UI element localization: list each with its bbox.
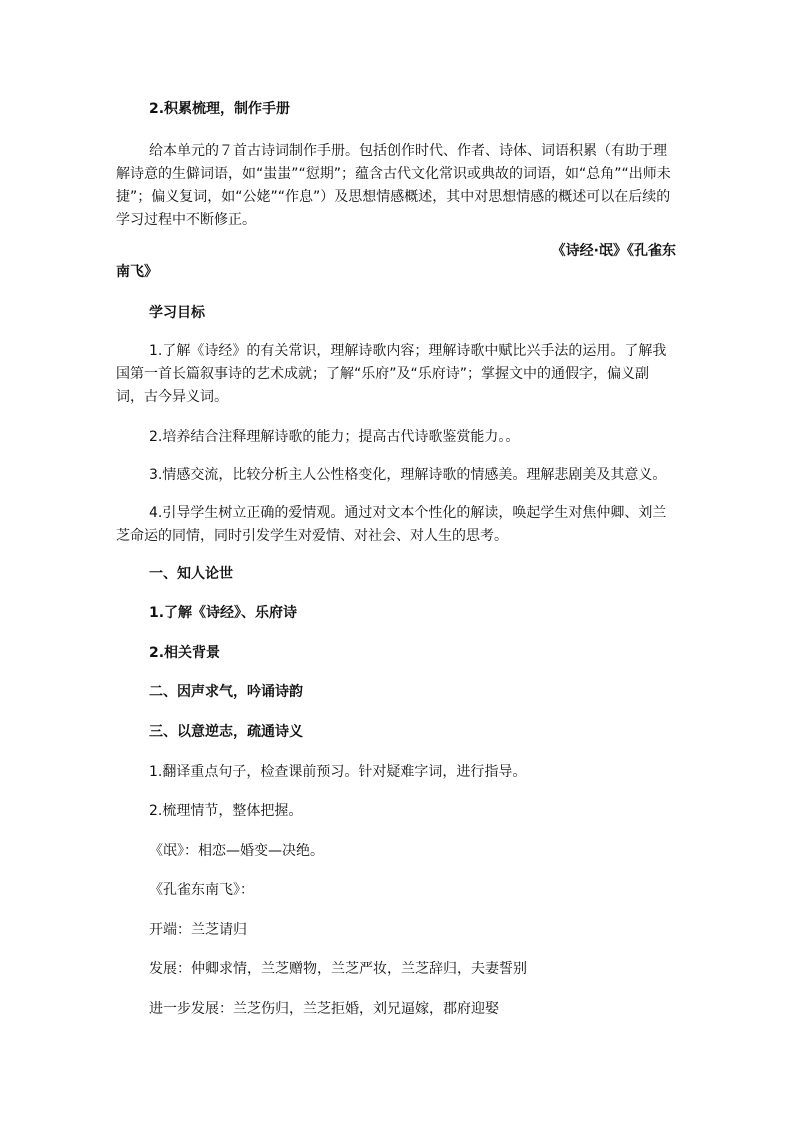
outline-part1-2: 2.相关背景 [149, 645, 221, 661]
objective-item-4: 4.引导学生树立正确的爱情观。通过对文本个性化的解读，唤起学生对焦仲卿、刘兰芝命运的同情，同时引发学生对爱情、对社会、对人生的思考。 [116, 505, 667, 544]
outline-part1: 一、知人论世 [149, 566, 233, 582]
outline-part1-1: 1.了解《诗经》、乐府诗 [149, 605, 298, 621]
objectives-heading: 学习目标 [149, 305, 205, 321]
plot-mang: 《氓》：相恋—婚变—决绝。 [149, 843, 324, 859]
lesson-title-part2: 南飞》 [116, 264, 158, 280]
plot-jinyibu: 进一步发展：兰芝伤归，兰芝拒婚，刘兄逼嫁，郡府迎娶 [149, 1001, 499, 1017]
plot-kaiduan: 开端：兰芝请归 [149, 922, 247, 938]
lesson-title-part1: 《诗经·氓》《孔雀东 [551, 243, 676, 259]
outline-part2: 二、因声求气，吟诵诗韵 [149, 684, 303, 700]
outline-part3-2: 2.梳理情节，整体把握。 [149, 803, 303, 819]
outline-part3-1: 1.翻译重点句子，检查课前预习。针对疑难字词，进行指导。 [149, 764, 527, 780]
outline-part3: 三、以意逆志，疏通诗义 [149, 724, 303, 740]
plot-kongque-title: 《孔雀东南飞》： [149, 882, 254, 898]
section-paragraph: 给本单元的７首古诗词制作手册。包括创作时代、作者、诗体、词语积累（有助于理解诗意的生僻词语，如“蚩蚩”“愆期”；蕴含古代文化常识或典故的词语，如“总角”“出师未捷”；偏义复词，如“公姥”“作息”）及思想情感概述，其中对思想情感的概述可以在后续的学习过程中不断修正。 [116, 143, 671, 228]
objective-item-3: 3.情感交流，比较分析主人公性格变化，理解诗歌的情感美。理解悲剧美及其意义。 [149, 467, 667, 483]
objective-item-1: 1.了解《诗经》的有关常识，理解诗歌内容；理解诗歌中赋比兴手法的运用。了解我国第一首长篇叙事诗的艺术成就；了解“乐府”及“乐府诗”；掌握文中的通假字，偏义副词，古今异义词。 [116, 343, 667, 405]
objective-item-2: 2.培养结合注释理解诗歌的能力；提高古代诗歌鉴赏能力。。 [149, 429, 520, 445]
section-heading: 2.积累梳理，制作手册 [149, 101, 291, 117]
plot-fazhan: 发展：仲卿求情，兰芝赠物，兰芝严妆，兰芝辞归，夫妻誓别 [149, 961, 527, 977]
